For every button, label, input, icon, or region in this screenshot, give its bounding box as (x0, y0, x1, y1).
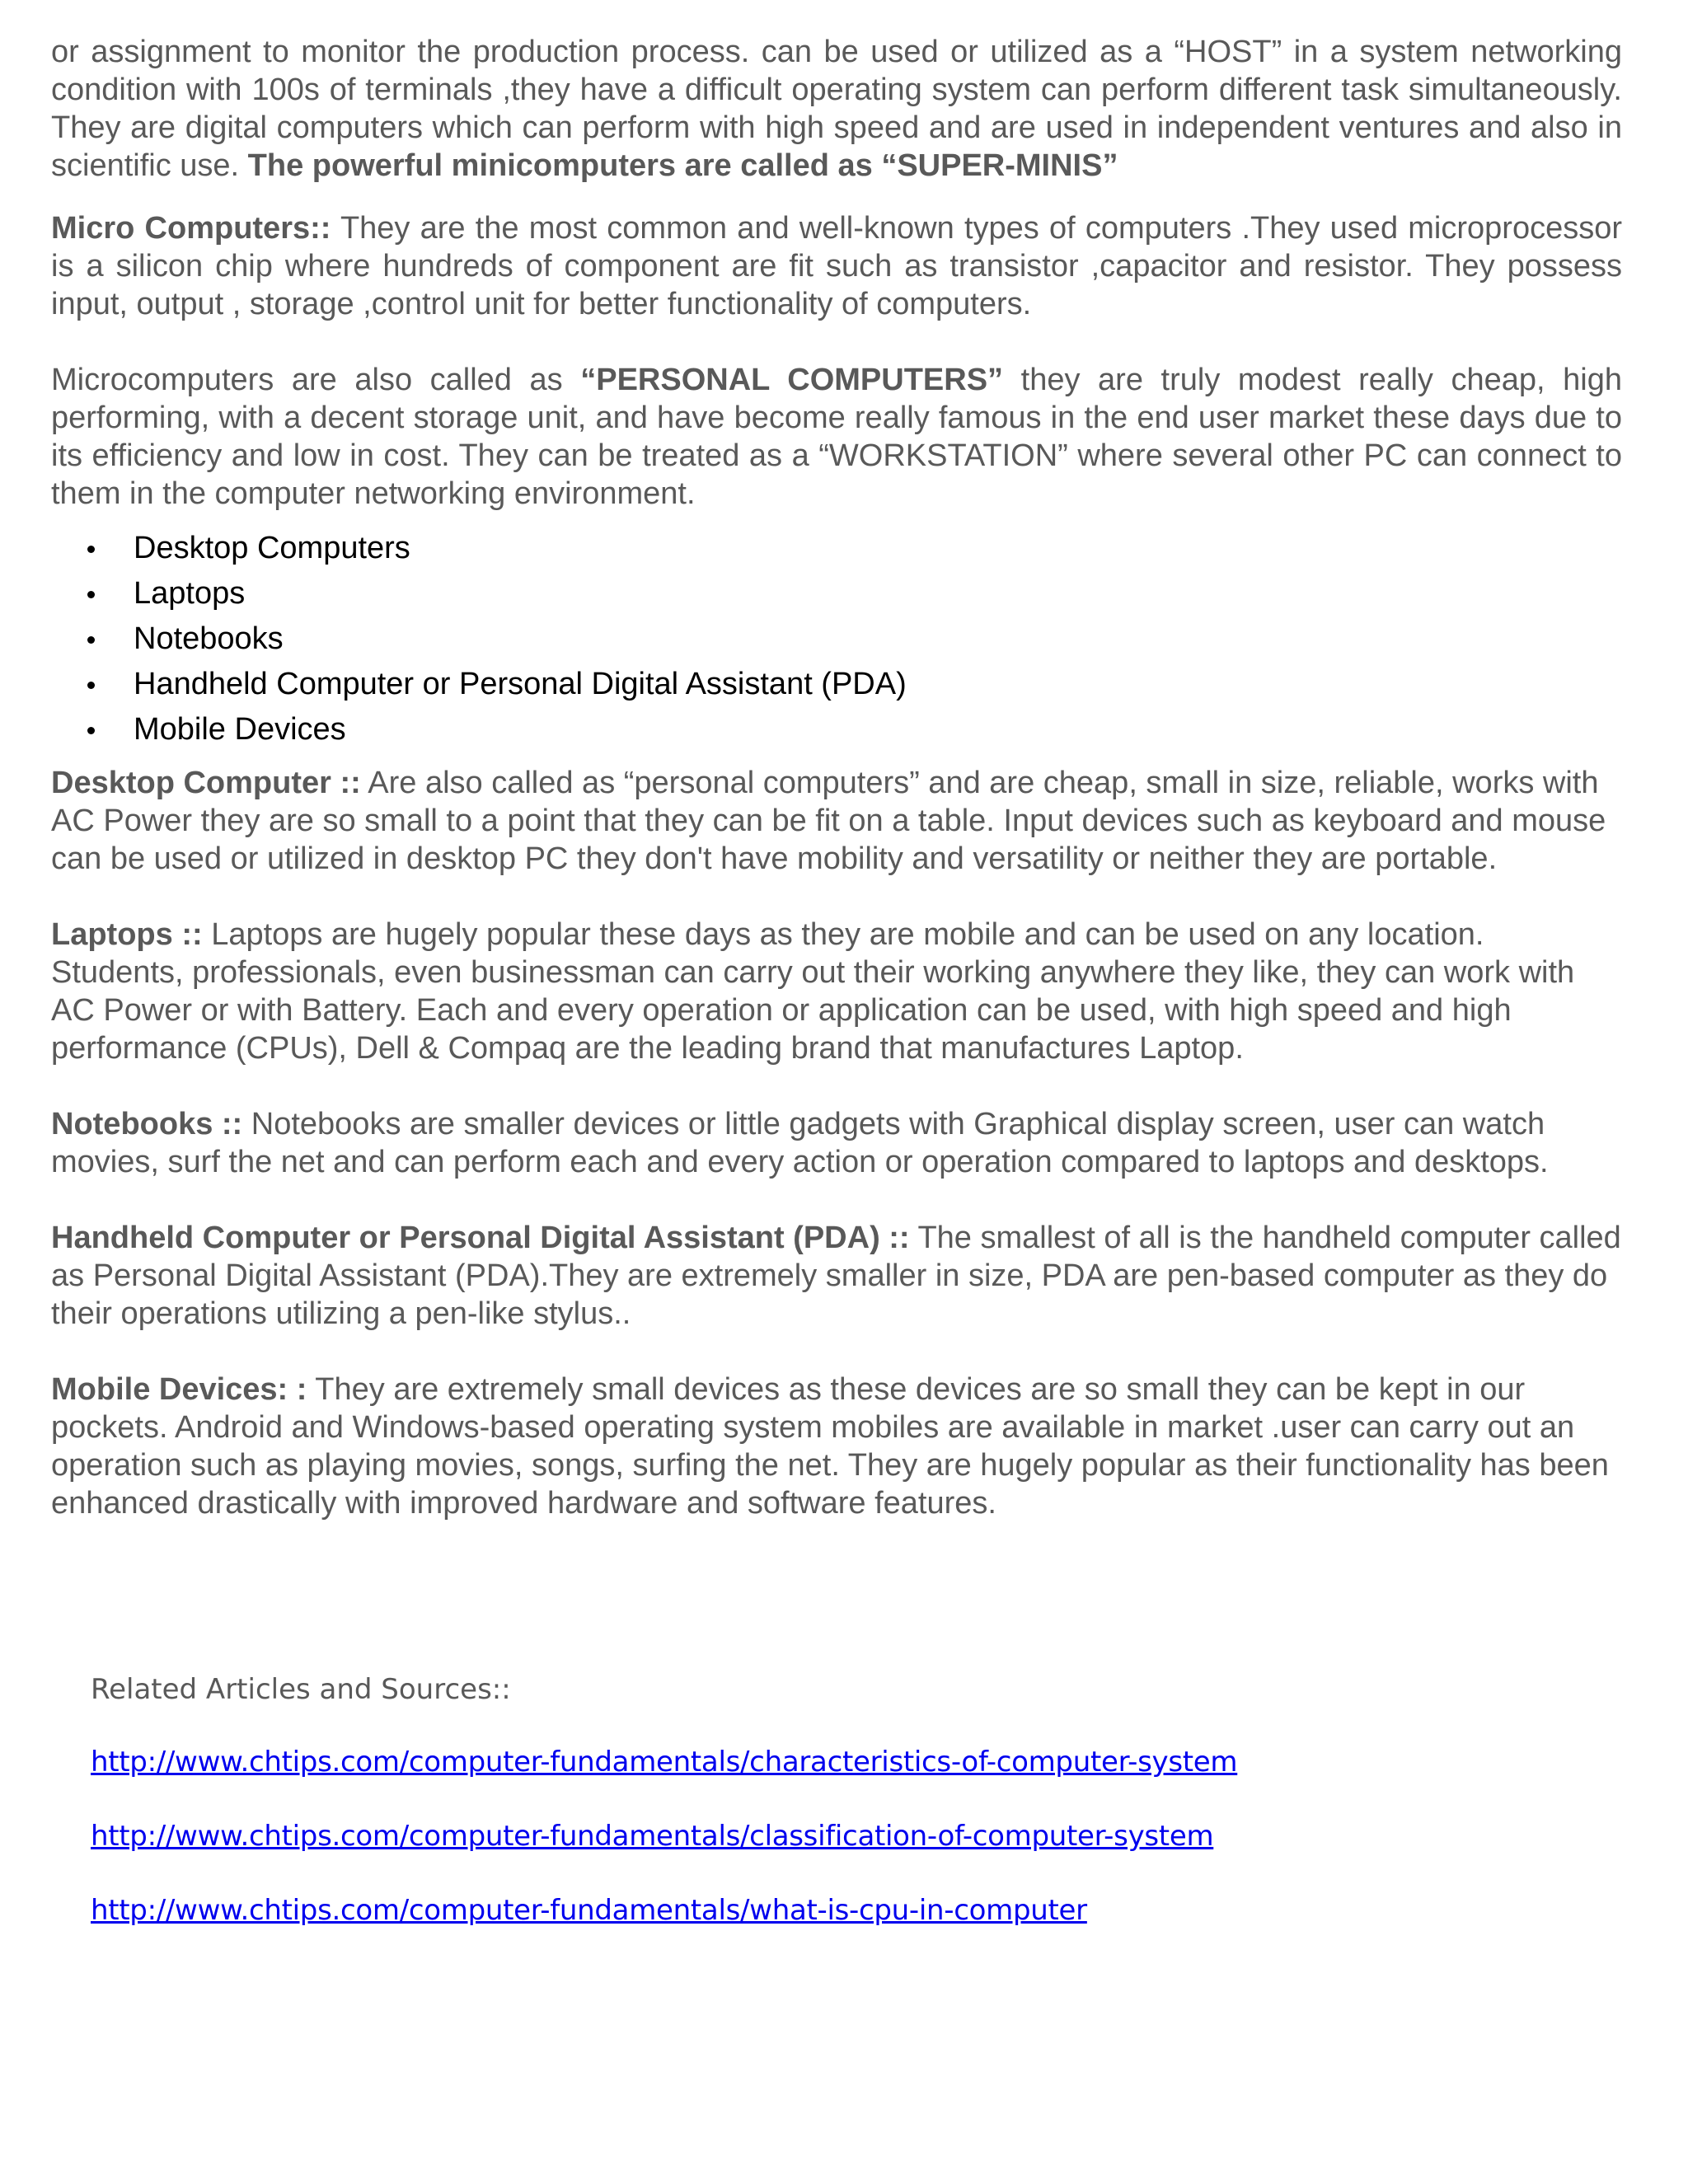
list-item (51, 707, 1622, 752)
mobile-devices-heading: Mobile Devices: : (51, 1372, 307, 1407)
bullet-icon (87, 682, 95, 689)
list-item (51, 571, 1622, 616)
list-item-label: Desktop Computers (134, 531, 410, 565)
list-item (51, 616, 1622, 662)
bullet-icon (87, 546, 95, 553)
mobile-devices-text: They are extremely small devices as these devices are so small they can be kept in our pockets. Android and Windows-based operating system mobiles are available in market .user can carry out an operation such as playing movies, songs, surfing the net. They are hugely popular as their functionality has been enhanced drastically with improved hardware and software features. (51, 1372, 1609, 1521)
list-item-label: Laptops (134, 576, 246, 611)
pda-heading: Handheld Computer or Personal Digital Assistant (PDA) :: (51, 1221, 910, 1255)
laptops-paragraph (51, 916, 1622, 1067)
list-item-label: Handheld Computer or Personal Digital Assistant (PDA) (134, 667, 907, 701)
bullet-icon (87, 591, 95, 598)
personal-computers-paragraph (51, 361, 1622, 513)
source-link-characteristics[interactable]: http://www.chtips.com/computer-fundamentals/characteristics-of-computer-system (91, 1746, 1238, 1779)
micro-computers-text: They are the most common and well-known types of computers .They used microprocessor is a silicon chip where hundreds of component are fit such as transistor ,capacitor and resistor. They possess input, output , storage ,control unit for better functionality of computers. (51, 211, 1622, 321)
mobile-devices-paragraph (51, 1371, 1622, 1522)
document-body (51, 33, 1622, 1522)
pda-text: The smallest of all is the handheld computer called as Personal Digital Assistant (PDA).They are extremely smaller in size, PDA are pen-based computer as they do their operations utilizing a pen-like stylus.. (51, 1221, 1621, 1331)
notebooks-paragraph (51, 1105, 1622, 1181)
bullet-icon (87, 727, 95, 734)
personal-computers-bold-text: “PERSONAL COMPUTERS” (580, 363, 1004, 397)
desktop-computer-text: Are also called as “personal computers” and are cheap, small in size, reliable, works with AC Power they are so small to a point that they can be fit on a table. Input devices such as keyboard and mouse can be used or utilized in desktop PC they don't have mobility and versatility or neither they are portable. (51, 766, 1606, 876)
notebooks-text: Notebooks are smaller devices or little gadgets with Graphical display screen, user can watch movies, surf the net and can perform each and every action or operation compared to laptops and desktops. (51, 1107, 1549, 1179)
personal-computers-text: they are truly modest really cheap, high performing, with a decent storage unit, and have become really famous in the end user market these days due to its efficiency and low in cost. They can be treated as a “WORKSTATION” where several other PC can connect to them in the computer networking environment. (51, 363, 1623, 511)
related-sources-title: Related Articles and Sources:: (91, 1673, 511, 1706)
laptops-text: Laptops are hugely popular these days as they are mobile and can be used on any location. Students, professionals, even businessman can carry out their working anywhere they like, they can work with AC Power or with Battery. Each and every operation or application can be used, with high speed and high performance (CPUs), Dell & Compaq are the leading brand that manufactures Laptop. (51, 917, 1575, 1066)
personal-computers-lead: Microcomputers are also called as (51, 363, 581, 397)
list-item (51, 526, 1622, 571)
desktop-computer-paragraph (51, 764, 1622, 878)
intro-paragraph (51, 33, 1622, 185)
list-item (51, 662, 1622, 707)
intro-text: or assignment to monitor the production process. can be used or utilized as a “HOST” in a system networking condition with 100s of terminals ,they have a difficult operating system can perform different task simultaneously. They are digital computers which can perform with high speed and are used in independent ventures and also in scientific use. (51, 35, 1622, 183)
micro-computers-heading: Micro Computers:: (51, 211, 331, 246)
laptops-heading: Laptops :: (51, 917, 203, 952)
bullet-icon (87, 636, 95, 644)
source-link-cpu[interactable]: http://www.chtips.com/computer-fundamentals/what-is-cpu-in-computer (91, 1894, 1087, 1927)
device-types-list (51, 526, 1622, 752)
list-item-label: Notebooks (134, 621, 284, 656)
super-minis-bold-text: The powerful minicomputers are called as “SUPER-MINIS” (247, 148, 1118, 183)
list-item-label: Mobile Devices (134, 712, 346, 747)
source-link-classification[interactable]: http://www.chtips.com/computer-fundamentals/classification-of-computer-system (91, 1820, 1214, 1853)
pda-paragraph (51, 1219, 1622, 1333)
micro-computers-paragraph (51, 209, 1622, 323)
notebooks-heading: Notebooks :: (51, 1107, 243, 1141)
desktop-computer-heading: Desktop Computer :: (51, 766, 361, 800)
related-sources-section (91, 1673, 1237, 1968)
